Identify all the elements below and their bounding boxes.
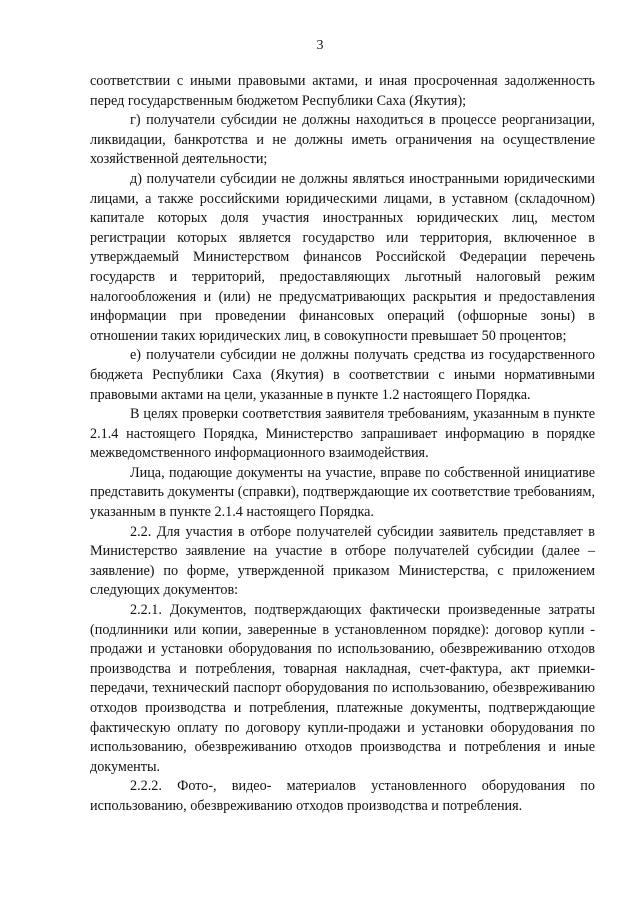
paragraph-item-e: е) получатели субсидии не должны получать средства из государственного бюджета Республики Саха (Якутия) в соответствии с иными нормативными правовыми актами на цели, указанные в пункте 1.2 настоящего Порядка. bbox=[90, 347, 595, 403]
paragraph-item-g: г) получатели субсидии не должны находиться в процессе реорганизации, ликвидации, банкротства и не должны иметь ограничения на осуществление хозяйственной деятельности; bbox=[90, 112, 595, 168]
paragraph-own-initiative: Лица, подающие документы на участие, вправе по собственной инициативе представить документы (справки), подтверждающие их соответствие требованиям, указанным в пункте 2.1.4 настоящего Порядка. bbox=[90, 464, 595, 521]
paragraph-section-2-2: 2.2. Для участия в отборе получателей субсидии заявитель представляет в Министерство заявление на участие в отборе получателей субсидии (далее – заявление) по форме, утвержденной приказом Министерства, с приложением следующих документов: bbox=[90, 523, 595, 599]
paragraph-item-d: д) получатели субсидии не должны являться иностранными юридическими лицами, а также российскими юридическими лицами, в уставном (складочном) капитале которых доля участия иностранных юридических лиц, местом регистрации которых является государство или территория, включенное в утверждаемый Министерством финансов Российской Федерации перечень государств и территорий, предоставляющих льготный налоговый режим налогообложения и (или) не предусматривающих раскрытия и предоставления информации при проведении финансовых операций (офшорные зоны) в отношении таких юридических лиц, в совокупности превышает 50 процентов; bbox=[90, 170, 595, 344]
page-number: 3 bbox=[316, 38, 324, 53]
paragraph-continuation: соответствии с иными правовыми актами, и иная просроченная задолженность перед государственным бюджетом Республики Саха (Якутия); bbox=[90, 73, 595, 109]
document-body bbox=[90, 72, 595, 817]
paragraph-section-2-2-1: 2.2.1. Документов, подтверждающих фактически произведенные затраты (подлинники или копии, заверенные в установленном порядке): договор купли - продажи и установки оборудования по использованию, обезвреживанию отходов производства и потребления, товарная накладная, счет-фактура, акт приемки-передачи, технический паспорт оборудования по использованию, обезвреживанию отходов производства и потребления, платежные документы, подтверждающие фактическую оплату по договору купли-продажи и установки оборудования по использованию, обезвреживанию отходов производства и потребления и иные документы. bbox=[90, 602, 595, 775]
paragraph-verification: В целях проверки соответствия заявителя требованиям, указанным в пункте 2.1.4 настоящего Порядка, Министерство запрашивает информацию в порядке межведомственного информационного взаимодействия. bbox=[90, 406, 595, 462]
paragraph-section-2-2-2: 2.2.2. Фото-, видео- материалов установленного оборудования по использованию, обезвреживанию отходов производства и потребления. bbox=[90, 778, 595, 814]
